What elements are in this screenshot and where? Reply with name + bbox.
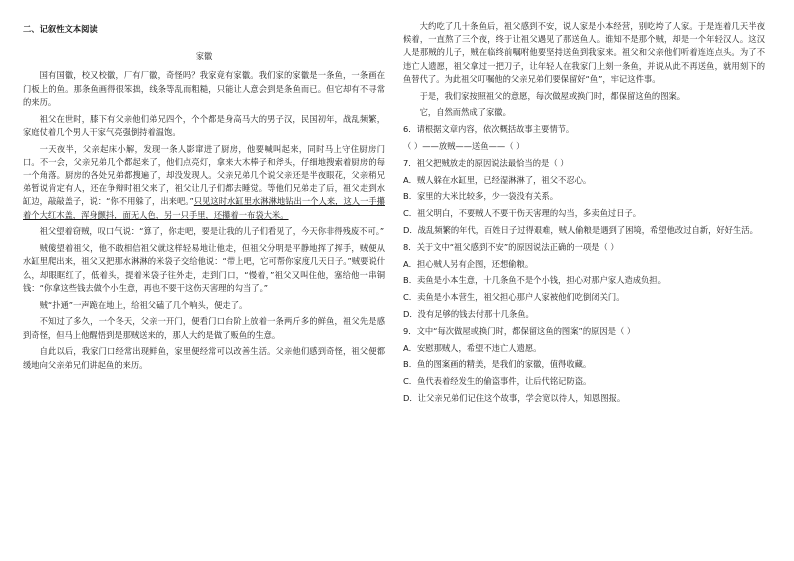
question-9-option-c: C．鱼代表着经发生的偷盗事件，让后代铭记防盗。 <box>403 376 592 387</box>
story-paragraph-1: 国有国徽，校又校徽，厂有厂徽，奇怪吗？我家竟有家徽。我们家的家徽是一条鱼，一条画在门板上的鱼。那条鱼画得很笨拙，线条等乱而粗糙，只能让人意会到是条鱼而已。但它却有不寻常的来历。 <box>23 70 385 107</box>
question-8: 8．关于文中“祖父感到不安”的原因说法正确的一项是（ ） <box>403 241 619 252</box>
question-8-option-d: D．没有足够的钱去付那十几条鱼。 <box>403 308 534 319</box>
story-paragraph-11: 它，自然而然成了家徽。 <box>419 107 511 118</box>
question-7-option-d: D．战乱频繁的年代，百姓日子过得艰难，贼人偷粮是遇到了困境，希望他改过自新，好好生活。 <box>403 224 758 235</box>
question-7: 7．祖父把贼放走的原因说法最恰当的是（ ） <box>403 157 569 168</box>
story-paragraph-3 <box>23 143 385 222</box>
right-column <box>403 20 765 409</box>
story-paragraph-4: 祖父望着窃贼，叹口气说：“算了，你走吧，要是让我的儿子们看见了，今天你非得残废不可。” <box>39 226 385 237</box>
question-8-option-a: A．担心贼人另有企图，还想偷粮。 <box>403 258 534 269</box>
underlined-sentence: 只见这时水缸里水淋淋地钻出一个人来，这人一手攥着个大红木盖，浑身颤抖，面无人色，另一只手里，还攥着一布袋大米。 <box>23 196 385 220</box>
left-column <box>23 20 385 375</box>
story-paragraph-8: 自此以后，我家门口经常出现鲜鱼，家里便经常可以改善生活。父亲他们感到奇怪，祖父便都缓地向父亲弟兄们讲起鱼的来历。 <box>23 346 385 370</box>
question-6-answer-blank: （ ）——放贼——送鱼——（ ） <box>403 141 525 151</box>
question-7-option-b: B．家里的大米比较多，少一袋没有关系。 <box>403 191 559 202</box>
story-paragraph-6: 贼“扑通”一声跪在地上，给祖父磕了几个响头，便走了。 <box>39 299 248 310</box>
story-paragraph-3-text: 一天夜半，父亲起床小解，发现一条人影窜进了厨房，他要喊叫起来，同时马上守住厨房门口。不一会，父亲兄弟几个都起来了，他们点亮灯，拿来大木棒子和斧头，仔细地搜索着厨房的每一个角落。厨房的各处兄弟都搜遍了，却没发现人。父亲兄弟几个说父亲还是半夜眼花，父亲稍兄弟暂说肯定有人，还在争辩时祖父来了，祖父让几子们都去睡觉。等他们兄弟走了后，祖父走到水缸边，敲敲盖子，说：“你不用躲了，出来吧。” <box>23 143 385 207</box>
question-8-option-b: B．卖鱼是小本生意，十几条鱼不是个小钱，担心对那户家人造成负担。 <box>403 275 666 286</box>
story-paragraph-7: 不知过了多久，一个冬天，父亲一开门，便看门口台阶上放着一条两斤多的鲜鱼，祖父先是感到奇怪，但马上他醒悟到是那贼送来的，那人大约是做了贩鱼的生意。 <box>23 316 385 340</box>
question-9-option-a: A．安慰那贼人，希望不违亡人遗愿。 <box>403 342 542 353</box>
question-8-option-c: C．卖鱼是小本营生，祖父担心那户人家被他们吃倒闭关门。 <box>403 292 625 303</box>
question-7-option-c: C．祖父明白，不要贼人不要干伤天害理的勾当，多卖鱼过日子。 <box>403 208 642 219</box>
question-9-option-b: B．鱼的图案画的精美，是我们的家徽，值得收藏。 <box>403 359 592 370</box>
story-paragraph-5: 贼傻望着祖父，他不敢相信祖父就这样轻易地让他走，但祖父分明是平静地挥了挥手，贼便从水缸里爬出来，祖父又把那水淋淋的米袋子交给他说：“带上吧，它可帮你家度几天日子。”贼要说什么，却眼眶红了，低着头，提着米袋子往外走，走到门口，“慢着，”祖父又叫住他，塞给他一串铜钱：“你拿这些钱去做个小生意，再也不要干这伤天害理的勾当了。” <box>23 243 385 293</box>
question-9-option-d: D．让父亲兄弟们记住这个故事，学会宽以待人，知恩图报。 <box>403 392 626 403</box>
story-paragraph-2: 祖父在世时，膝下有父亲他们弟兄四个，个个都是身高马大的男子汉，民国初年，战乱频繁，家庭仗着几个男人干家气亮强倒持着温饱。 <box>23 113 385 137</box>
section-heading: 二、记叙性文本阅读 <box>23 24 98 34</box>
story-paragraph-10: 于是，我们家按照祖父的意愿，每次做屋或换门时，都保留这鱼的图案。 <box>419 90 686 101</box>
story-title: 家徽 <box>195 51 213 62</box>
question-9: 9．文中“每次做屋或换门时，都保留这鱼的图案”的原因是（ ） <box>403 325 636 336</box>
question-7-option-a: A．贼人躲在水缸里，已经湿淋淋了，祖父不忍心。 <box>403 174 592 185</box>
question-6: 6．请根据文章内容，依次概括故事主要情节。 <box>403 124 575 135</box>
story-paragraph-9: 大约吃了几十条鱼后，祖父感到不安，说人家是小本经营，别吃垮了人家。于是连着几天半夜候着，一直熬了三个夜，终于让祖父遇见了那送鱼人。谁知不是那个贼，却是一个年轻汉人。这汉人是那贼的儿子，贼在临终前嘱咐他要坚持送鱼到我家来。祖父和父亲他们听着连连点头。为了不违亡人遗愿，祖父拿过一把刀子，让年轻人在我家门上刻一条鱼，并说从此不再送鱼，就用刻下的鱼替代了。为此祖父叮嘱他的父亲兄弟们要保留好“鱼”，牢记这件事。 <box>403 21 765 84</box>
